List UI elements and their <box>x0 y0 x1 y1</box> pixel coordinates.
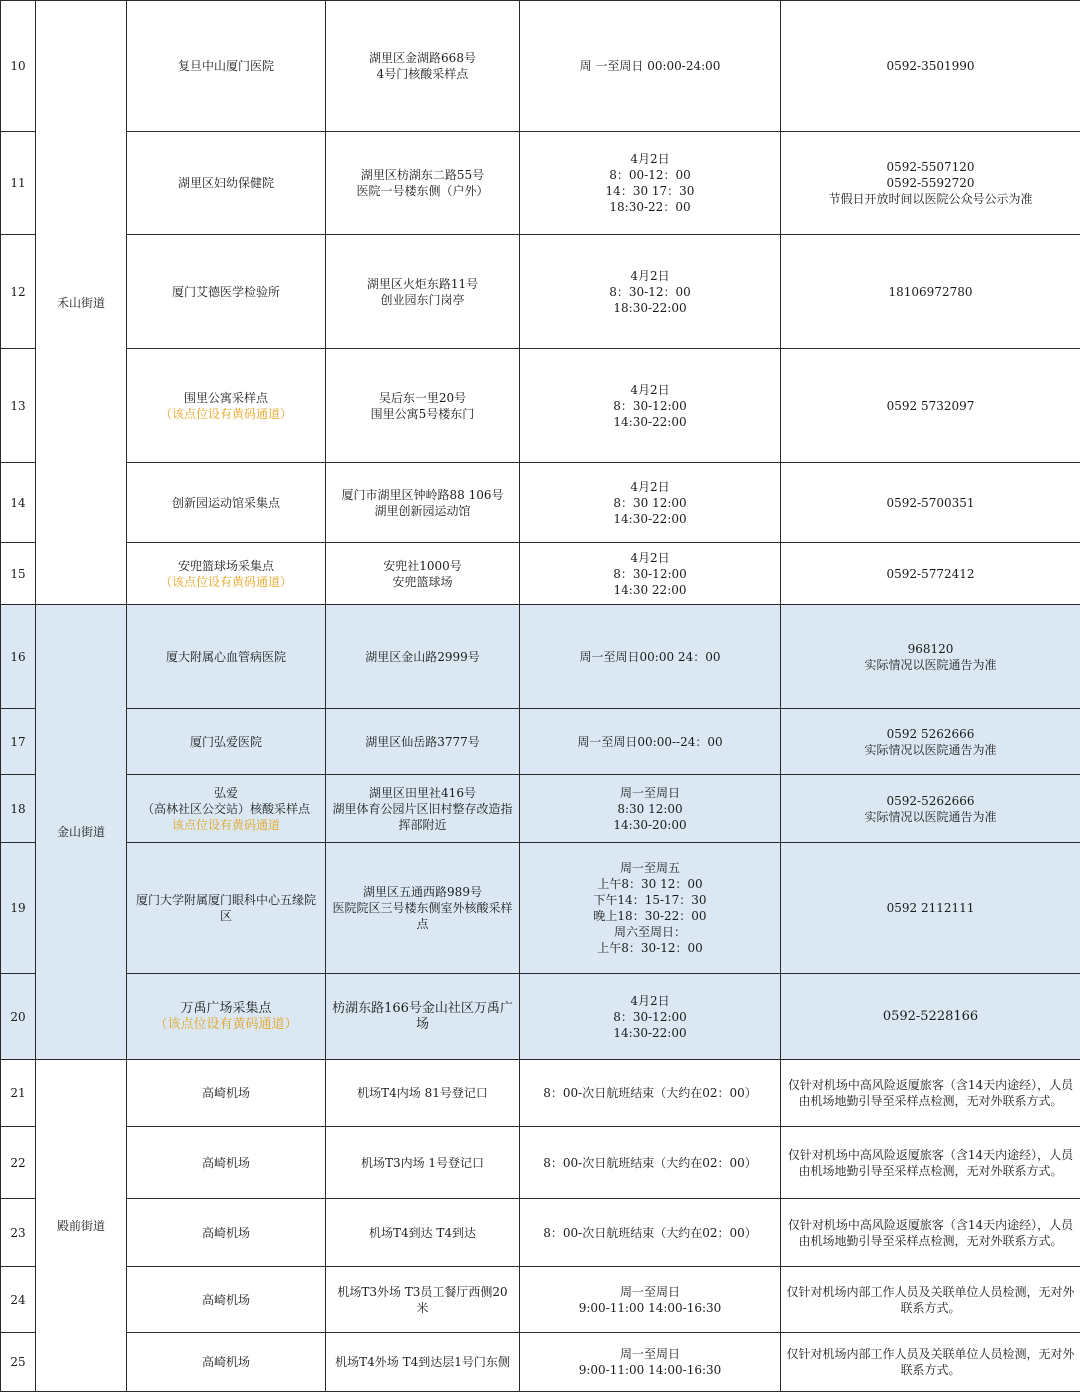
contact-cell <box>781 1199 1080 1267</box>
site-name-cell <box>127 775 326 843</box>
hours-cell <box>520 463 781 543</box>
cell-text-line: 4号门核酸采样点 <box>329 66 516 82</box>
contact-cell <box>781 463 1080 543</box>
address-cell <box>326 132 520 235</box>
cell-text-line: 仅针对机场中高风险返厦旅客（含14天内途经），人员由机场地勤引导至采样点检测，无对外联系方式。 <box>784 1147 1077 1179</box>
contact-cell <box>781 775 1080 843</box>
cell-text-line: 安兜社1000号 <box>329 558 516 574</box>
address-cell <box>326 349 520 463</box>
cell-text-line: 18:30-22:00 <box>523 300 777 316</box>
cell-text-line: 周一至周五 <box>523 860 777 876</box>
address-cell <box>326 1060 520 1127</box>
cell-text-line: 下午14：15-17：30 <box>523 892 777 908</box>
hours-cell <box>520 775 781 843</box>
cell-text-line: 实际情况以医院通告为准 <box>784 742 1077 758</box>
district-name: 金山街道 <box>36 605 127 1060</box>
cell-text-line: 实际情况以医院通告为准 <box>784 657 1077 673</box>
row-number: 21 <box>1 1060 36 1127</box>
cell-text-line: 高崎机场 <box>130 1292 322 1308</box>
hours-cell <box>520 1127 781 1199</box>
table-row <box>1 349 1080 463</box>
cell-text-line: 8：00-次日航班结束（大约在02：00） <box>523 1225 777 1241</box>
yellow-code-note: （该点位设有黄码通道） <box>130 1017 322 1033</box>
address-cell <box>326 974 520 1060</box>
cell-text-line: 18:30-22：00 <box>523 199 777 215</box>
cell-text-line: 上午8：30-12：00 <box>523 940 777 956</box>
cell-text-line: 8：00-12：00 <box>523 167 777 183</box>
contact-cell <box>781 1127 1080 1199</box>
row-number: 18 <box>1 775 36 843</box>
site-name-cell <box>127 1 326 132</box>
row-number: 19 <box>1 843 36 974</box>
site-name-cell <box>127 974 326 1060</box>
cell-text-line: 0592-5507120 <box>784 159 1077 175</box>
cell-text-line: 0592 2112111 <box>784 900 1077 916</box>
row-number: 22 <box>1 1127 36 1199</box>
table-row <box>1 1127 1080 1199</box>
contact-cell <box>781 1333 1080 1392</box>
hours-cell <box>520 1267 781 1333</box>
cell-text-line: 9:00-11:00 14:00-16:30 <box>523 1362 777 1378</box>
cell-text-line: 14:30 22:00 <box>523 582 777 598</box>
hours-cell <box>520 132 781 235</box>
cell-text-line: 14:30-20:00 <box>523 817 777 833</box>
table-row <box>1 775 1080 843</box>
cell-text-line: 机场T4外场 T4到达层1号门东侧 <box>329 1354 516 1370</box>
site-name-cell <box>127 1127 326 1199</box>
address-cell <box>326 1127 520 1199</box>
district-name: 殿前街道 <box>36 1060 127 1392</box>
cell-text-line: 湖里区仙岳路3777号 <box>329 734 516 750</box>
cell-text-line: 厦门弘爱医院 <box>130 734 322 750</box>
cell-text-line: 9:00-11:00 14:00-16:30 <box>523 1300 777 1316</box>
cell-text-line: 4月2日 <box>523 151 777 167</box>
cell-text-line: 0592-5772412 <box>784 566 1077 582</box>
row-number: 20 <box>1 974 36 1060</box>
cell-text-line: 高崎机场 <box>130 1155 322 1171</box>
row-number: 11 <box>1 132 36 235</box>
cell-text-line: 厦门艾德医学检验所 <box>130 284 322 300</box>
cell-text-line: 机场T4内场 81号登记口 <box>329 1085 516 1101</box>
site-name-cell <box>127 1333 326 1392</box>
address-cell <box>326 775 520 843</box>
cell-text-line: 周一至周日 <box>523 785 777 801</box>
cell-text-line: （高林社区公交站）核酸采样点 <box>130 801 322 817</box>
contact-cell <box>781 709 1080 775</box>
cell-text-line: 围里公寓采样点 <box>130 390 322 406</box>
cell-text-line: 0592-5262666 <box>784 793 1077 809</box>
cell-text-line: 湖里体育公园片区旧村整存改造指 <box>329 801 516 817</box>
table-row <box>1 709 1080 775</box>
cell-text-line: 围里公寓5号楼东门 <box>329 406 516 422</box>
cell-text-line: 机场T3内场 1号登记口 <box>329 1155 516 1171</box>
cell-text-line: 14:30-22:00 <box>523 511 777 527</box>
cell-text-line: 高崎机场 <box>130 1225 322 1241</box>
site-name-cell <box>127 1060 326 1127</box>
cell-text-line: 高崎机场 <box>130 1085 322 1101</box>
cell-text-line: 实际情况以医院通告为准 <box>784 809 1077 825</box>
row-number: 17 <box>1 709 36 775</box>
yellow-code-note: （该点位设有黄码通道） <box>130 574 322 590</box>
yellow-code-note: （该点位设有黄码通道） <box>130 406 322 422</box>
cell-text-line: 创业园东门岗亭 <box>329 292 516 308</box>
site-name-cell <box>127 605 326 709</box>
table-row <box>1 605 1080 709</box>
hours-cell <box>520 974 781 1060</box>
contact-cell <box>781 132 1080 235</box>
cell-text-line: 湖里区金湖路668号 <box>329 50 516 66</box>
cell-text-line: 湖里区妇幼保健院 <box>130 175 322 191</box>
table-row <box>1 1 1080 132</box>
district-name: 禾山街道 <box>36 1 127 605</box>
cell-text-line: 8：30-12:00 <box>523 566 777 582</box>
cell-text-line: 8：30-12:00 <box>523 1009 777 1025</box>
site-name-cell <box>127 709 326 775</box>
address-cell <box>326 543 520 605</box>
hours-cell <box>520 1 781 132</box>
cell-text-line: 8：30 12:00 <box>523 495 777 511</box>
cell-text-line: 8：00-次日航班结束（大约在02：00） <box>523 1155 777 1171</box>
contact-cell <box>781 235 1080 349</box>
table-row <box>1 235 1080 349</box>
cell-text-line: 创新园运动馆采集点 <box>130 495 322 511</box>
cell-text-line: 8：30-12：00 <box>523 284 777 300</box>
cell-text-line: 上午8：30 12：00 <box>523 876 777 892</box>
site-name-cell <box>127 463 326 543</box>
cell-text-line: 厦门大学附属厦门眼科中心五缘院 <box>130 892 322 908</box>
cell-text-line: 湖里区金山路2999号 <box>329 649 516 665</box>
site-name-cell <box>127 132 326 235</box>
row-number: 23 <box>1 1199 36 1267</box>
address-cell <box>326 463 520 543</box>
cell-text-line: 晚上18：30-22：00 <box>523 908 777 924</box>
table-row <box>1 1060 1080 1127</box>
hours-cell <box>520 709 781 775</box>
hours-cell <box>520 843 781 974</box>
hours-cell <box>520 1199 781 1267</box>
cell-text-line: 高崎机场 <box>130 1354 322 1370</box>
cell-text-line: 吴后东一里20号 <box>329 390 516 406</box>
contact-cell <box>781 843 1080 974</box>
cell-text-line: 湖里创新园运动馆 <box>329 503 516 519</box>
hours-cell <box>520 543 781 605</box>
cell-text-line: 万禹广场采集点 <box>130 1001 322 1017</box>
hours-cell <box>520 605 781 709</box>
hours-cell <box>520 235 781 349</box>
cell-text-line: 机场T4到达 T4到达 <box>329 1225 516 1241</box>
cell-text-line: 湖里区田里社416号 <box>329 785 516 801</box>
cell-text-line: 8：30-12:00 <box>523 398 777 414</box>
table-body <box>1 1 1080 1392</box>
row-number: 13 <box>1 349 36 463</box>
site-name-cell <box>127 349 326 463</box>
address-cell <box>326 235 520 349</box>
address-cell <box>326 1333 520 1392</box>
row-number: 12 <box>1 235 36 349</box>
address-cell <box>326 709 520 775</box>
row-number: 14 <box>1 463 36 543</box>
cell-text-line: 米 <box>329 1300 516 1316</box>
address-cell <box>326 1267 520 1333</box>
site-name-cell <box>127 1267 326 1333</box>
cell-text-line: 4月2日 <box>523 268 777 284</box>
cell-text-line: 4月2日 <box>523 479 777 495</box>
site-name-cell <box>127 843 326 974</box>
cell-text-line: 机场T3外场 T3员工餐厅西侧20 <box>329 1284 516 1300</box>
cell-text-line: 仅针对机场中高风险返厦旅客（含14天内途经），人员由机场地勤引导至采样点检测，无对外联系方式。 <box>784 1217 1077 1249</box>
contact-cell <box>781 349 1080 463</box>
cell-text-line: 周一至周日 <box>523 1284 777 1300</box>
site-name-cell <box>127 1199 326 1267</box>
cell-text-line: 14:30-22:00 <box>523 1025 777 1041</box>
cell-text-line: 4月2日 <box>523 550 777 566</box>
cell-text-line: 场 <box>329 1017 516 1033</box>
table-row <box>1 1199 1080 1267</box>
cell-text-line: 安兜篮球场 <box>329 574 516 590</box>
row-number: 24 <box>1 1267 36 1333</box>
row-number: 16 <box>1 605 36 709</box>
hours-cell <box>520 1060 781 1127</box>
cell-text-line: 厦门市湖里区钟岭路88 106号 <box>329 487 516 503</box>
cell-text-line: 厦大附属心血管病医院 <box>130 649 322 665</box>
yellow-code-note: 该点位设有黄码通道 <box>130 817 322 833</box>
cell-text-line: 4月2日 <box>523 382 777 398</box>
cell-text-line: 挥部附近 <box>329 817 516 833</box>
cell-text-line: 仅针对机场内部工作人员及关联单位人员检测，无对外联系方式。 <box>784 1346 1077 1378</box>
hours-cell <box>520 349 781 463</box>
cell-text-line: 周一至周日00:00 24：00 <box>523 649 777 665</box>
cell-text-line: 湖里区五通西路989号 <box>329 884 516 900</box>
row-number: 10 <box>1 1 36 132</box>
contact-cell <box>781 1267 1080 1333</box>
cell-text-line: 区 <box>130 908 322 924</box>
table-row <box>1 132 1080 235</box>
cell-text-line: 节假日开放时间以医院公众号公示为准 <box>784 191 1077 207</box>
contact-cell <box>781 543 1080 605</box>
cell-text-line: 0592-5700351 <box>784 495 1077 511</box>
site-name-cell <box>127 543 326 605</box>
cell-text-line: 18106972780 <box>784 284 1077 300</box>
cell-text-line: 968120 <box>784 641 1077 657</box>
cell-text-line: 0592 5262666 <box>784 726 1077 742</box>
site-name-cell <box>127 235 326 349</box>
cell-text-line: 周一至周日 <box>523 1346 777 1362</box>
cell-text-line: 仅针对机场内部工作人员及关联单位人员检测，无对外联系方式。 <box>784 1284 1077 1316</box>
contact-cell <box>781 974 1080 1060</box>
cell-text-line: 湖里区火炬东路11号 <box>329 276 516 292</box>
cell-text-line: 湖里区枋湖东二路55号 <box>329 167 516 183</box>
table-row <box>1 1267 1080 1333</box>
cell-text-line: 14:30-22:00 <box>523 414 777 430</box>
cell-text-line: 点 <box>329 916 516 932</box>
cell-text-line: 仅针对机场中高风险返厦旅客（含14天内途经），人员由机场地勤引导至采样点检测，无对外联系方式。 <box>784 1077 1077 1109</box>
contact-cell <box>781 1 1080 132</box>
table-row <box>1 843 1080 974</box>
cell-text-line: 4月2日 <box>523 993 777 1009</box>
cell-text-line: 复旦中山厦门医院 <box>130 58 322 74</box>
contact-cell <box>781 1060 1080 1127</box>
cell-text-line: 0592 5732097 <box>784 398 1077 414</box>
cell-text-line: 安兜篮球场采集点 <box>130 558 322 574</box>
cell-text-line: 周 一至周日 00:00-24:00 <box>523 58 777 74</box>
cell-text-line: 8:30 12:00 <box>523 801 777 817</box>
address-cell <box>326 1199 520 1267</box>
row-number: 15 <box>1 543 36 605</box>
table-row <box>1 1333 1080 1392</box>
address-cell <box>326 1 520 132</box>
cell-text-line: 弘爱 <box>130 785 322 801</box>
table-row <box>1 463 1080 543</box>
cell-text-line: 8：00-次日航班结束（大约在02：00） <box>523 1085 777 1101</box>
cell-text-line: 周六至周日： <box>523 924 777 940</box>
table-row <box>1 974 1080 1060</box>
cell-text-line: 医院院区三号楼东侧室外核酸采样 <box>329 900 516 916</box>
table-row <box>1 543 1080 605</box>
cell-text-line: 14：30 17：30 <box>523 183 777 199</box>
row-number: 25 <box>1 1333 36 1392</box>
cell-text-line: 0592-5592720 <box>784 175 1077 191</box>
address-cell <box>326 843 520 974</box>
hours-cell <box>520 1333 781 1392</box>
cell-text-line: 医院一号楼东侧（户外） <box>329 183 516 199</box>
address-cell <box>326 605 520 709</box>
cell-text-line: 枋湖东路166号金山社区万禹广 <box>329 1001 516 1017</box>
cell-text-line: 0592-3501990 <box>784 58 1077 74</box>
contact-cell <box>781 605 1080 709</box>
cell-text-line: 0592-5228166 <box>784 1009 1077 1025</box>
cell-text-line: 周一至周日00:00--24：00 <box>523 734 777 750</box>
